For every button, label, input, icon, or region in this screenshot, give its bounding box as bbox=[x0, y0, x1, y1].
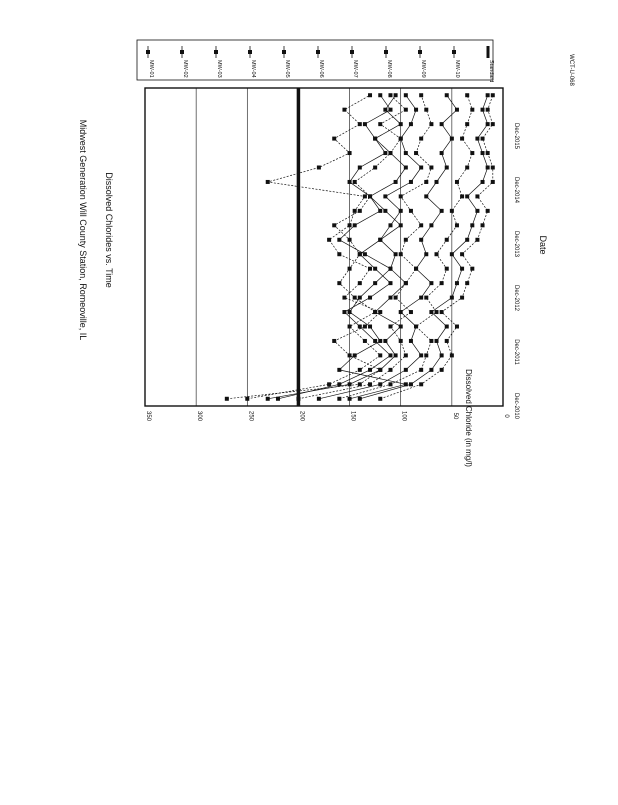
data-point-mw-06 bbox=[419, 93, 423, 97]
file-code: WCT-U-068 bbox=[568, 54, 574, 86]
data-point-mw-05 bbox=[373, 310, 377, 314]
data-point-mw-01 bbox=[358, 296, 362, 300]
data-point-mw-08 bbox=[465, 122, 469, 126]
data-point-mw-06 bbox=[419, 137, 423, 141]
x-tick-label: Dec-2014 bbox=[513, 176, 519, 204]
data-point-mw-05 bbox=[399, 137, 403, 141]
data-point-mw-08 bbox=[465, 93, 469, 97]
data-point-mw-10 bbox=[491, 166, 495, 170]
data-point-mw-08 bbox=[445, 267, 449, 271]
data-point-mw-09 bbox=[435, 339, 439, 343]
legend-label: Standard bbox=[488, 60, 494, 83]
data-point-mw-10 bbox=[481, 137, 485, 141]
legend-label: MW-06 bbox=[318, 60, 324, 78]
data-point-mw-07 bbox=[414, 267, 418, 271]
data-point-mw-06 bbox=[399, 339, 403, 343]
data-point-mw-08 bbox=[460, 194, 464, 198]
data-point-mw-04 bbox=[348, 238, 352, 242]
data-point-mw-04 bbox=[378, 353, 382, 357]
legend-swatch-marker bbox=[350, 50, 354, 54]
data-point-mw-04 bbox=[363, 339, 367, 343]
data-point-mw-06 bbox=[399, 252, 403, 256]
x-tick-label: Dec-2015 bbox=[513, 122, 519, 150]
x-tick-label: Dec-2013 bbox=[513, 230, 519, 258]
data-point-mw-07 bbox=[424, 252, 428, 256]
data-point-mw-04 bbox=[245, 397, 249, 401]
data-point-mw-08 bbox=[435, 252, 439, 256]
legend-label: MW-07 bbox=[352, 60, 358, 78]
data-point-mw-05 bbox=[388, 267, 392, 271]
legend bbox=[137, 40, 494, 82]
data-point-mw-09 bbox=[465, 238, 469, 242]
data-point-mw-09 bbox=[481, 180, 485, 184]
data-point-mw-10 bbox=[455, 325, 459, 329]
data-point-mw-05 bbox=[378, 238, 382, 242]
legend-label: MW-10 bbox=[454, 60, 460, 78]
data-point-mw-05 bbox=[414, 108, 418, 112]
data-point-mw-02 bbox=[327, 238, 331, 242]
data-point-mw-01 bbox=[378, 339, 382, 343]
data-point-mw-03 bbox=[394, 180, 398, 184]
data-point-mw-09 bbox=[450, 252, 454, 256]
data-point-mw-01 bbox=[353, 353, 357, 357]
data-point-mw-10 bbox=[486, 151, 490, 155]
data-point-mw-01 bbox=[348, 310, 352, 314]
legend-label: MW-01 bbox=[148, 60, 154, 78]
data-point-mw-06 bbox=[388, 325, 392, 329]
data-point-mw-09 bbox=[481, 108, 485, 112]
data-point-mw-08 bbox=[465, 166, 469, 170]
legend-label: MW-02 bbox=[182, 60, 188, 78]
data-point-mw-08 bbox=[337, 397, 341, 401]
data-point-mw-03 bbox=[342, 310, 346, 314]
data-point-mw-01 bbox=[378, 93, 382, 97]
legend-box bbox=[137, 40, 494, 83]
series-lines bbox=[225, 93, 495, 401]
data-point-mw-08 bbox=[445, 238, 449, 242]
data-point-mw-09 bbox=[465, 194, 469, 198]
data-point-mw-03 bbox=[383, 209, 387, 213]
data-point-mw-03 bbox=[388, 281, 392, 285]
data-point-mw-07 bbox=[429, 281, 433, 285]
data-point-mw-02 bbox=[353, 209, 357, 213]
data-point-mw-06 bbox=[388, 368, 392, 372]
data-point-mw-07 bbox=[419, 238, 423, 242]
data-point-mw-01 bbox=[363, 252, 367, 256]
data-point-mw-04 bbox=[404, 108, 408, 112]
data-point-mw-03 bbox=[388, 353, 392, 357]
data-point-mw-06 bbox=[399, 194, 403, 198]
x-tick-label: Dec-2011 bbox=[513, 339, 519, 365]
data-point-mw-03 bbox=[368, 296, 372, 300]
data-point-mw-09 bbox=[475, 209, 479, 213]
y-tick-label: 350 bbox=[145, 410, 151, 422]
legend-swatch-marker bbox=[146, 50, 150, 54]
data-point-mw-06 bbox=[394, 296, 398, 300]
chart-subtitle: Dissolved Chlorides vs. Time bbox=[104, 172, 114, 288]
data-point-mw-02 bbox=[337, 252, 341, 256]
data-point-mw-07 bbox=[455, 108, 459, 112]
data-point-mw-08 bbox=[424, 296, 428, 300]
data-point-mw-02 bbox=[332, 339, 336, 343]
data-point-mw-02 bbox=[363, 194, 367, 198]
data-point-mw-09 bbox=[481, 151, 485, 155]
data-point-mw-07 bbox=[378, 382, 382, 386]
x-tick-label: Dec-2012 bbox=[513, 284, 519, 312]
data-point-mw-06 bbox=[368, 382, 372, 386]
series-line-mw-05 bbox=[268, 95, 422, 399]
data-point-mw-10 bbox=[470, 267, 474, 271]
data-point-mw-03 bbox=[399, 223, 403, 227]
data-point-mw-06 bbox=[409, 310, 413, 314]
data-point-mw-01 bbox=[337, 368, 341, 372]
chart-title-group bbox=[78, 120, 114, 341]
data-point-mw-05 bbox=[399, 209, 403, 213]
data-point-mw-10 bbox=[465, 281, 469, 285]
data-point-mw-08 bbox=[424, 353, 428, 357]
plot-frame bbox=[145, 88, 503, 406]
y-tick-label: 300 bbox=[196, 410, 203, 422]
data-point-mw-08 bbox=[470, 108, 474, 112]
data-point-mw-07 bbox=[445, 93, 449, 97]
data-point-mw-02 bbox=[342, 108, 346, 112]
y-tick-label: 100 bbox=[400, 410, 407, 422]
data-point-mw-01 bbox=[363, 122, 367, 126]
series-line-mw-10 bbox=[380, 95, 493, 399]
data-point-mw-04 bbox=[368, 194, 372, 198]
data-point-mw-07 bbox=[419, 353, 423, 357]
data-point-mw-06 bbox=[429, 122, 433, 126]
y-tick-label: 50 bbox=[451, 412, 458, 420]
data-point-mw-04 bbox=[373, 166, 377, 170]
data-point-mw-06 bbox=[404, 353, 408, 357]
data-point-mw-09 bbox=[486, 122, 490, 126]
data-point-mw-04 bbox=[348, 325, 352, 329]
data-point-mw-10 bbox=[475, 238, 479, 242]
data-point-mw-07 bbox=[317, 397, 321, 401]
data-point-mw-05 bbox=[409, 122, 413, 126]
data-point-mw-07 bbox=[424, 194, 428, 198]
data-point-mw-05 bbox=[404, 93, 408, 97]
data-point-mw-08 bbox=[450, 209, 454, 213]
data-point-mw-06 bbox=[414, 151, 418, 155]
data-point-mw-01 bbox=[383, 151, 387, 155]
data-point-mw-02 bbox=[378, 310, 382, 314]
data-point-mw-05 bbox=[394, 252, 398, 256]
data-point-mw-05 bbox=[383, 339, 387, 343]
data-point-mw-02 bbox=[363, 325, 367, 329]
data-point-mw-04 bbox=[327, 382, 331, 386]
data-point-mw-04 bbox=[332, 223, 336, 227]
legend-swatch-marker bbox=[384, 50, 388, 54]
x-axis-label: Date bbox=[538, 235, 548, 255]
data-point-mw-02 bbox=[348, 151, 352, 155]
data-point-mw-09 bbox=[429, 310, 433, 314]
data-point-mw-06 bbox=[429, 166, 433, 170]
data-point-mw-10 bbox=[450, 353, 454, 357]
data-point-mw-04 bbox=[378, 122, 382, 126]
data-point-mw-04 bbox=[358, 209, 362, 213]
y-tick-label: 150 bbox=[349, 410, 356, 422]
data-point-mw-04 bbox=[348, 267, 352, 271]
data-point-mw-07 bbox=[404, 368, 408, 372]
data-point-mw-10 bbox=[475, 194, 479, 198]
data-point-mw-01 bbox=[348, 180, 352, 184]
data-point-mw-02 bbox=[368, 267, 372, 271]
data-point-mw-02 bbox=[342, 296, 346, 300]
data-point-mw-05 bbox=[378, 368, 382, 372]
data-point-mw-07 bbox=[450, 137, 454, 141]
data-point-mw-10 bbox=[460, 252, 464, 256]
data-point-mw-07 bbox=[445, 166, 449, 170]
data-point-mw-03 bbox=[404, 166, 408, 170]
legend-swatch-marker bbox=[214, 50, 218, 54]
data-point-mw-01 bbox=[353, 223, 357, 227]
data-point-mw-02 bbox=[225, 397, 229, 401]
data-point-mw-08 bbox=[429, 339, 433, 343]
data-point-mw-01 bbox=[378, 209, 382, 213]
data-point-mw-09 bbox=[455, 281, 459, 285]
data-point-mw-03 bbox=[399, 122, 403, 126]
data-point-mw-06 bbox=[409, 209, 413, 213]
data-point-mw-08 bbox=[414, 325, 418, 329]
data-point-mw-10 bbox=[440, 310, 444, 314]
legend-swatch-marker bbox=[418, 50, 422, 54]
series-line-mw-04 bbox=[247, 95, 405, 399]
data-point-mw-05 bbox=[383, 194, 387, 198]
data-point-mw-05 bbox=[394, 353, 398, 357]
data-point-mw-02 bbox=[317, 166, 321, 170]
data-point-mw-10 bbox=[491, 93, 495, 97]
data-point-mw-01 bbox=[337, 238, 341, 242]
data-point-mw-02 bbox=[368, 93, 372, 97]
data-point-mw-07 bbox=[435, 180, 439, 184]
data-point-mw-09 bbox=[486, 93, 490, 97]
data-point-mw-10 bbox=[481, 223, 485, 227]
legend-swatch-marker bbox=[452, 50, 456, 54]
data-point-mw-02 bbox=[348, 353, 352, 357]
data-point-mw-05 bbox=[388, 296, 392, 300]
data-point-mw-09 bbox=[440, 353, 444, 357]
legend-label: MW-03 bbox=[216, 60, 222, 78]
data-point-mw-09 bbox=[358, 397, 362, 401]
data-point-mw-03 bbox=[383, 108, 387, 112]
data-point-mw-04 bbox=[353, 296, 357, 300]
legend-label: MW-08 bbox=[386, 60, 392, 78]
data-point-mw-07 bbox=[440, 151, 444, 155]
data-point-mw-09 bbox=[409, 382, 413, 386]
y-tick-label: 0 bbox=[503, 414, 509, 418]
data-point-mw-06 bbox=[424, 108, 428, 112]
data-point-mw-03 bbox=[358, 325, 362, 329]
data-point-mw-08 bbox=[419, 368, 423, 372]
data-point-mw-10 bbox=[440, 368, 444, 372]
data-point-mw-01 bbox=[368, 325, 372, 329]
data-point-mw-08 bbox=[435, 310, 439, 314]
y-axis-label: Dissolved Chloride (in mg/l) bbox=[464, 369, 473, 467]
series-line-mw-02 bbox=[227, 95, 380, 399]
data-point-mw-01 bbox=[388, 108, 392, 112]
data-point-mw-06 bbox=[424, 180, 428, 184]
data-point-mw-03 bbox=[394, 93, 398, 97]
legend-label: MW-05 bbox=[284, 60, 290, 78]
x-tick-label: Dec-2010 bbox=[513, 392, 519, 420]
data-point-mw-02 bbox=[266, 180, 270, 184]
data-point-mw-10 bbox=[445, 339, 449, 343]
y-tick-label: 200 bbox=[298, 410, 305, 422]
data-point-mw-07 bbox=[440, 209, 444, 213]
legend-swatch-marker bbox=[316, 50, 320, 54]
data-point-mw-05 bbox=[399, 325, 403, 329]
data-point-mw-01 bbox=[373, 281, 377, 285]
data-point-mw-08 bbox=[388, 382, 392, 386]
data-point-mw-09 bbox=[475, 137, 479, 141]
legend-swatch-marker bbox=[248, 50, 252, 54]
data-point-mw-10 bbox=[491, 122, 495, 126]
data-point-mw-01 bbox=[358, 166, 362, 170]
data-point-mw-05 bbox=[409, 180, 413, 184]
data-point-mw-08 bbox=[440, 281, 444, 285]
data-point-mw-02 bbox=[358, 382, 362, 386]
data-point-mw-03 bbox=[373, 339, 377, 343]
data-point-mw-03 bbox=[373, 267, 377, 271]
data-point-mw-04 bbox=[353, 180, 357, 184]
data-point-mw-07 bbox=[429, 223, 433, 227]
legend-label: MW-09 bbox=[420, 60, 426, 78]
data-point-mw-02 bbox=[358, 281, 362, 285]
data-point-mw-02 bbox=[358, 122, 362, 126]
data-point-mw-10 bbox=[486, 209, 490, 213]
legend-swatch-marker bbox=[180, 50, 184, 54]
data-point-mw-04 bbox=[358, 368, 362, 372]
data-point-mw-10 bbox=[491, 180, 495, 184]
data-point-mw-09 bbox=[470, 223, 474, 227]
data-point-mw-07 bbox=[409, 339, 413, 343]
data-point-mw-05 bbox=[404, 151, 408, 155]
data-point-mw-01 bbox=[348, 397, 352, 401]
series-line-mw-08 bbox=[339, 95, 472, 399]
data-point-mw-05 bbox=[388, 223, 392, 227]
data-point-mw-08 bbox=[470, 151, 474, 155]
grid-lines bbox=[145, 88, 503, 406]
data-point-mw-04 bbox=[388, 151, 392, 155]
data-point-mw-10 bbox=[378, 397, 382, 401]
data-point-mw-08 bbox=[460, 137, 464, 141]
data-point-mw-09 bbox=[460, 267, 464, 271]
data-point-mw-10 bbox=[460, 296, 464, 300]
data-point-mw-07 bbox=[399, 310, 403, 314]
data-point-mw-09 bbox=[486, 166, 490, 170]
data-point-mw-07 bbox=[419, 296, 423, 300]
legend-label: MW-04 bbox=[250, 60, 256, 78]
data-point-mw-10 bbox=[419, 382, 423, 386]
legend-swatch-marker bbox=[282, 50, 286, 54]
data-point-mw-08 bbox=[455, 180, 459, 184]
data-point-mw-03 bbox=[368, 368, 372, 372]
data-point-mw-06 bbox=[404, 281, 408, 285]
series-line-mw-06 bbox=[298, 95, 431, 399]
data-point-mw-04 bbox=[388, 93, 392, 97]
data-point-mw-04 bbox=[337, 281, 341, 285]
data-point-mw-07 bbox=[440, 122, 444, 126]
data-point-mw-06 bbox=[419, 223, 423, 227]
data-point-mw-05 bbox=[266, 397, 270, 401]
y-tick-label: 250 bbox=[247, 410, 254, 422]
chart-title: Midwest Generation Will County Station, Romeoville, IL bbox=[78, 119, 88, 341]
data-point-mw-09 bbox=[450, 296, 454, 300]
data-point-mw-06 bbox=[404, 238, 408, 242]
data-point-mw-04 bbox=[358, 252, 362, 256]
data-point-mw-09 bbox=[445, 325, 449, 329]
axis-ticks bbox=[145, 123, 519, 422]
data-point-mw-10 bbox=[486, 108, 490, 112]
data-point-mw-02 bbox=[348, 223, 352, 227]
data-point-mw-09 bbox=[429, 368, 433, 372]
data-point-mw-08 bbox=[455, 223, 459, 227]
data-point-mw-02 bbox=[332, 137, 336, 141]
data-point-mw-05 bbox=[348, 382, 352, 386]
data-point-mw-03 bbox=[373, 137, 377, 141]
data-point-mw-05 bbox=[419, 166, 423, 170]
